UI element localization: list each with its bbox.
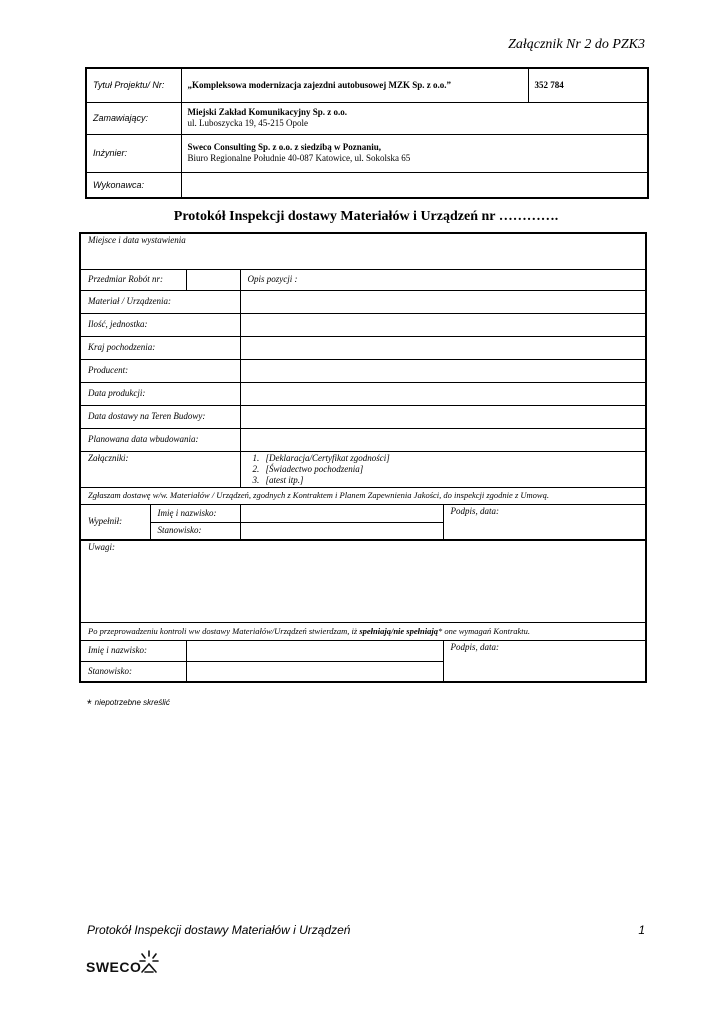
footnote xyxy=(87,697,170,711)
engineer-name: Sweco Consulting Sp. z o.o. z siedzibą w Poznaniu, xyxy=(187,142,382,152)
quantity-label: Ilość, jednostka: xyxy=(80,313,240,336)
conclusion-text xyxy=(80,622,646,640)
footnote-text: niepotrzebne skreślić xyxy=(94,698,170,707)
contractor-label: Wykonawca: xyxy=(86,172,181,198)
project-title-label: Tytuł Projektu/ Nr: xyxy=(86,68,181,102)
form-title: Protokół Inspekcji dostawy Materiałów i Urządzeń nr …………. xyxy=(173,209,559,224)
position-field-2[interactable] xyxy=(186,661,443,682)
declaration-text: Zgłaszam dostawę w/w. Materiałów / Urządzeń, zgodnych z Kontraktem i Planem Zapewnienia Jakości, do inspekcji zgodnie z Umową. xyxy=(80,487,646,504)
engineer-cell xyxy=(181,134,648,172)
delivery-date-label: Data dostawy na Teren Budowy: xyxy=(80,405,240,428)
name-label: Imię i nazwisko: xyxy=(150,504,240,522)
page-number: 1 xyxy=(638,923,645,937)
conclusion-post: * one wymagań Kontraktu. xyxy=(437,625,531,636)
signature-field-2[interactable]: Podpis, data: xyxy=(443,640,646,682)
attachment-item: 1. [Deklaracja/Certyfikat zgodności] xyxy=(262,453,639,464)
logo-wordmark: SWECO xyxy=(86,959,142,975)
name-field[interactable] xyxy=(240,504,443,522)
position-field[interactable] xyxy=(240,522,443,540)
project-number: 352 784 xyxy=(528,68,648,102)
place-date-field[interactable]: Miejsce i data wystawienia xyxy=(80,233,646,269)
attachment-item: 3. [atest itp.] xyxy=(262,475,639,486)
boq-number-field[interactable] xyxy=(186,269,240,290)
quantity-field[interactable] xyxy=(240,313,646,336)
sweco-logo xyxy=(86,950,166,976)
origin-field[interactable] xyxy=(240,336,646,359)
inspection-form-table xyxy=(79,232,647,683)
material-label: Materiał / Urządzenia: xyxy=(80,290,240,313)
attachments-label: Załączniki: xyxy=(80,451,240,487)
project-title-value: „Kompleksowa modernizacja zajezdni autobusowej MZK Sp. z o.o.” xyxy=(181,68,528,102)
boq-number-label: Przedmiar Robót nr: xyxy=(80,269,186,290)
name-label-2: Imię i nazwisko: xyxy=(80,640,186,661)
remarks-field[interactable]: Uwagi: xyxy=(80,540,646,622)
client-cell xyxy=(181,102,648,134)
name-field-2[interactable] xyxy=(186,640,443,661)
engineer-label: Inżynier: xyxy=(86,134,181,172)
attachments-list xyxy=(248,453,639,486)
annex-heading: Załącznik Nr 2 do PZK3 xyxy=(508,37,645,52)
project-info-table xyxy=(85,67,649,199)
item-description-field[interactable]: Opis pozycji : xyxy=(240,269,646,290)
client-label: Zamawiający: xyxy=(86,102,181,134)
producer-label: Producent: xyxy=(80,359,240,382)
client-name: Miejski Zakład Komunikacyjny Sp. z o.o. xyxy=(187,107,348,117)
production-date-field[interactable] xyxy=(240,382,646,405)
contractor-value-field[interactable] xyxy=(181,172,648,198)
position-label: Stanowisko: xyxy=(150,522,240,540)
attachment-item: 2. [Świadectwo pochodzenia] xyxy=(262,464,639,475)
signature-field[interactable]: Podpis, data: xyxy=(443,504,646,540)
production-date-label: Data produkcji: xyxy=(80,382,240,405)
install-date-label: Planowana data wbudowania: xyxy=(80,428,240,451)
position-label-2: Stanowisko: xyxy=(80,661,186,682)
origin-label: Kraj pochodzenia: xyxy=(80,336,240,359)
engineer-address: Biuro Regionalne Południe 40-087 Katowice, ul. Sokolska 65 xyxy=(187,153,411,163)
material-field[interactable] xyxy=(240,290,646,313)
sweco-sun-icon xyxy=(139,950,159,974)
filled-by-label: Wypełnił: xyxy=(80,504,150,540)
producer-field[interactable] xyxy=(240,359,646,382)
footnote-star: * xyxy=(87,697,92,711)
attachments-list-cell xyxy=(240,451,646,487)
conclusion-choice: spełniają/nie spełniają xyxy=(359,625,438,636)
conclusion-pre: Po przeprowadzeniu kontroli ww dostawy Materiałów/Urządzeń stwierdzam, iż xyxy=(88,625,360,636)
footer-title: Protokół Inspekcji dostawy Materiałów i Urządzeń xyxy=(87,923,351,937)
install-date-field[interactable] xyxy=(240,428,646,451)
client-address: ul. Luboszycka 19, 45-215 Opole xyxy=(187,118,308,128)
delivery-date-field[interactable] xyxy=(240,405,646,428)
